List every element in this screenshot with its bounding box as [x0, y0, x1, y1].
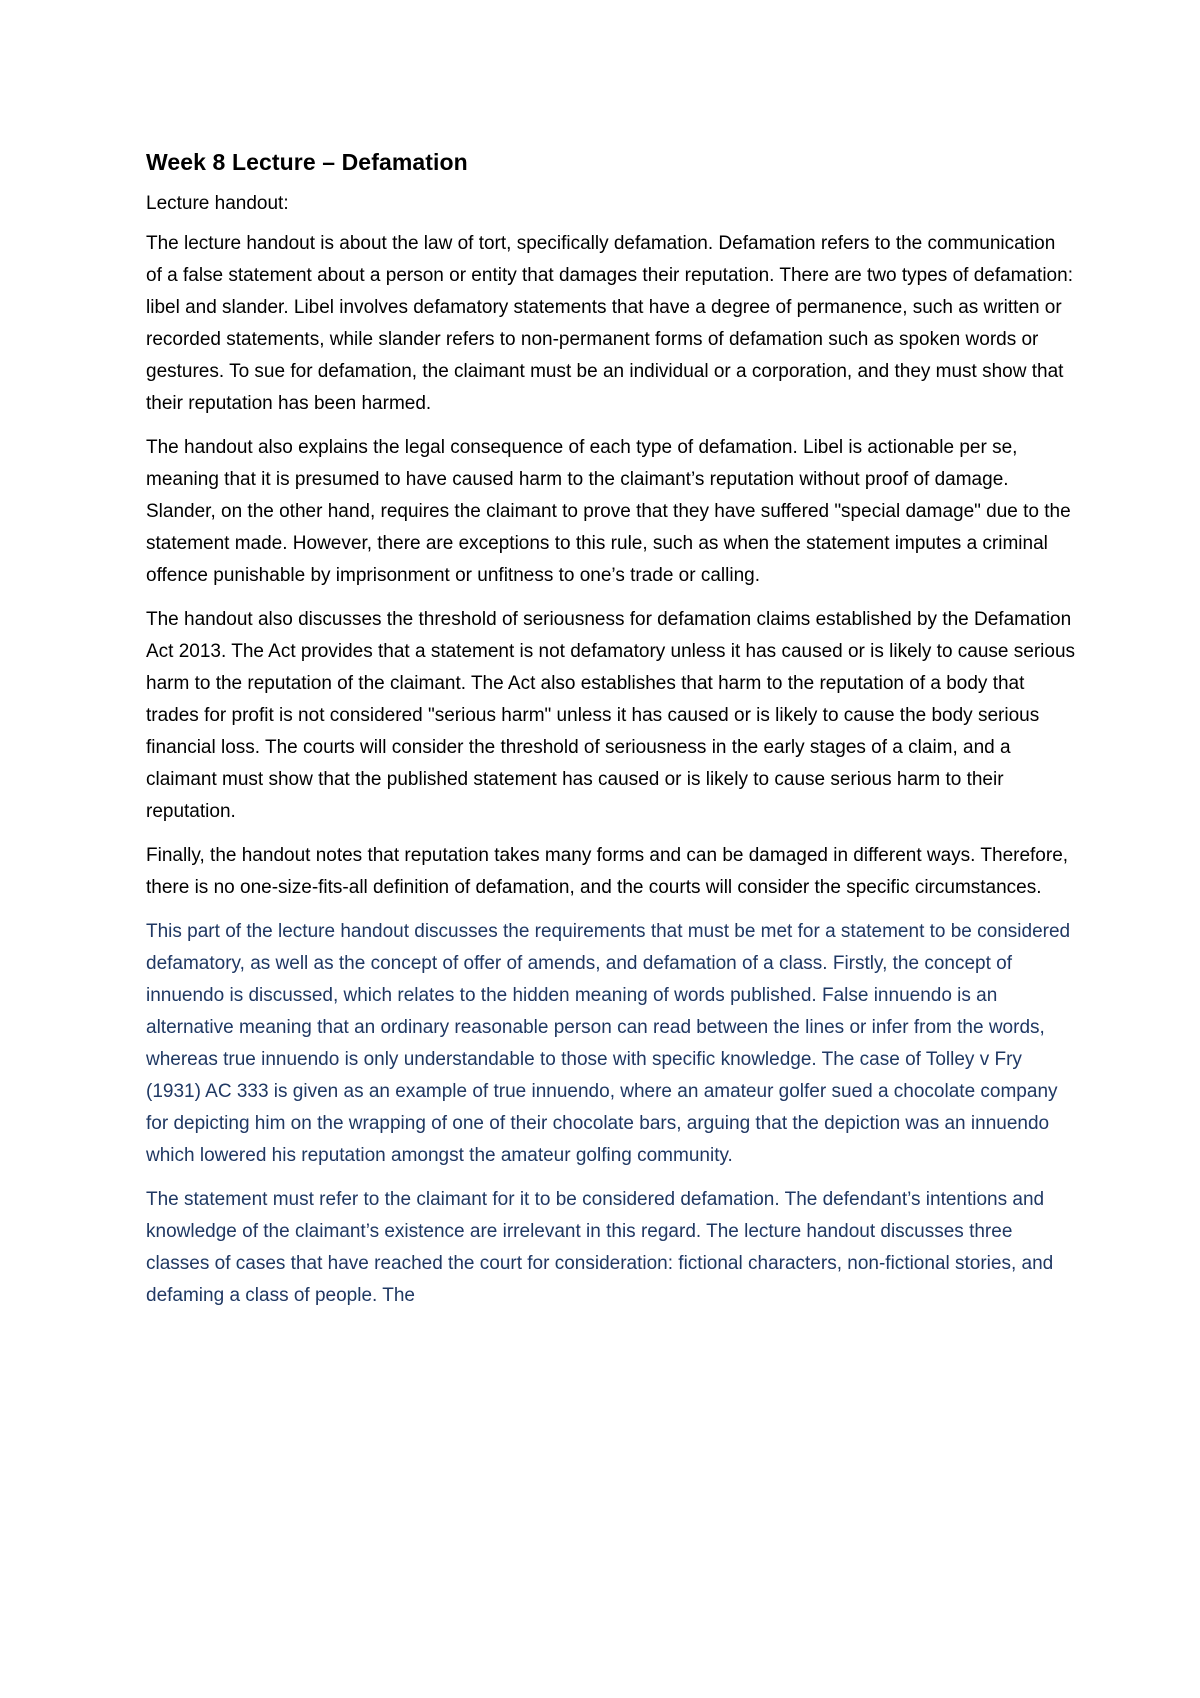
section-label: Lecture handout: [146, 193, 289, 214]
document-body [146, 146, 1076, 1324]
paragraph-reference-to-claimant: The statement must refer to the claimant for it to be considered defamation. The defendant’s intentions and knowledge of the claimant’s existence are irrelevant in this regard. The lecture handout discusses three classes of cases that have reached the court for consideration: fictional characters, non-fictional stories, and defaming a class of people. The [146, 1189, 1054, 1306]
paragraph-legal-consequence: The handout also explains the legal consequence of each type of defamation. Libel is actionable per se, meaning that it is presumed to have caused harm to the claimant’s reputation without proof of damage. Slander, on the other hand, requires the claimant to prove that they have suffered "special damage" due to the statement made. However, there are exceptions to this rule, such as when the statement imputes a criminal offence punishable by imprisonment or unfitness to one’s trade or calling. [146, 437, 1071, 586]
paragraph-threshold-seriousness: The handout also discusses the threshold of seriousness for defamation claims established by the Defamation Act 2013. The Act provides that a statement is not defamatory unless it has caused or is likely to cause serious harm to the reputation of the claimant. The Act also establishes that harm to the reputation of a body that trades for profit is not considered "serious harm" unless it has caused or is likely to cause the body serious financial loss. The courts will consider the threshold of seriousness in the early stages of a claim, and a claimant must show that the published statement has caused or is likely to cause serious harm to their reputation. [146, 609, 1076, 822]
paragraph-innuendo: This part of the lecture handout discusses the requirements that must be met for a statement to be considered defamatory, as well as the concept of offer of amends, and defamation of a class. Firstly, the concept of innuendo is discussed, which relates to the hidden meaning of words published. False innuendo is an alternative meaning that an ordinary reasonable person can read between the lines or infer from the words, whereas true innuendo is only understandable to those with specific knowledge. The case of Tolley v Fry (1931) AC 333 is given as an example of true innuendo, where an amateur golfer sued a chocolate company for depicting him on the wrapping of one of their chocolate bars, arguing that the depiction was an innuendo which lowered his reputation amongst the amateur golfing community. [146, 921, 1071, 1166]
document-title: Week 8 Lecture – Defamation [146, 149, 468, 175]
paragraph-types-of-defamation: The lecture handout is about the law of tort, specifically defamation. Defamation refers to the communication of a false statement about a person or entity that damages their reputation. There are two types of defamation: libel and slander. Libel involves defamatory statements that have a degree of permanence, such as written or recorded statements, while slander refers to non-permanent forms of defamation such as spoken words or gestures. To sue for defamation, the claimant must be an individual or a corporation, and they must show that their reputation has been harmed. [146, 233, 1073, 414]
paragraph-reputation-forms: Finally, the handout notes that reputation takes many forms and can be damaged in different ways. Therefore, there is no one-size-fits-all definition of defamation, and the courts will consider the specific circumstances. [146, 845, 1069, 898]
